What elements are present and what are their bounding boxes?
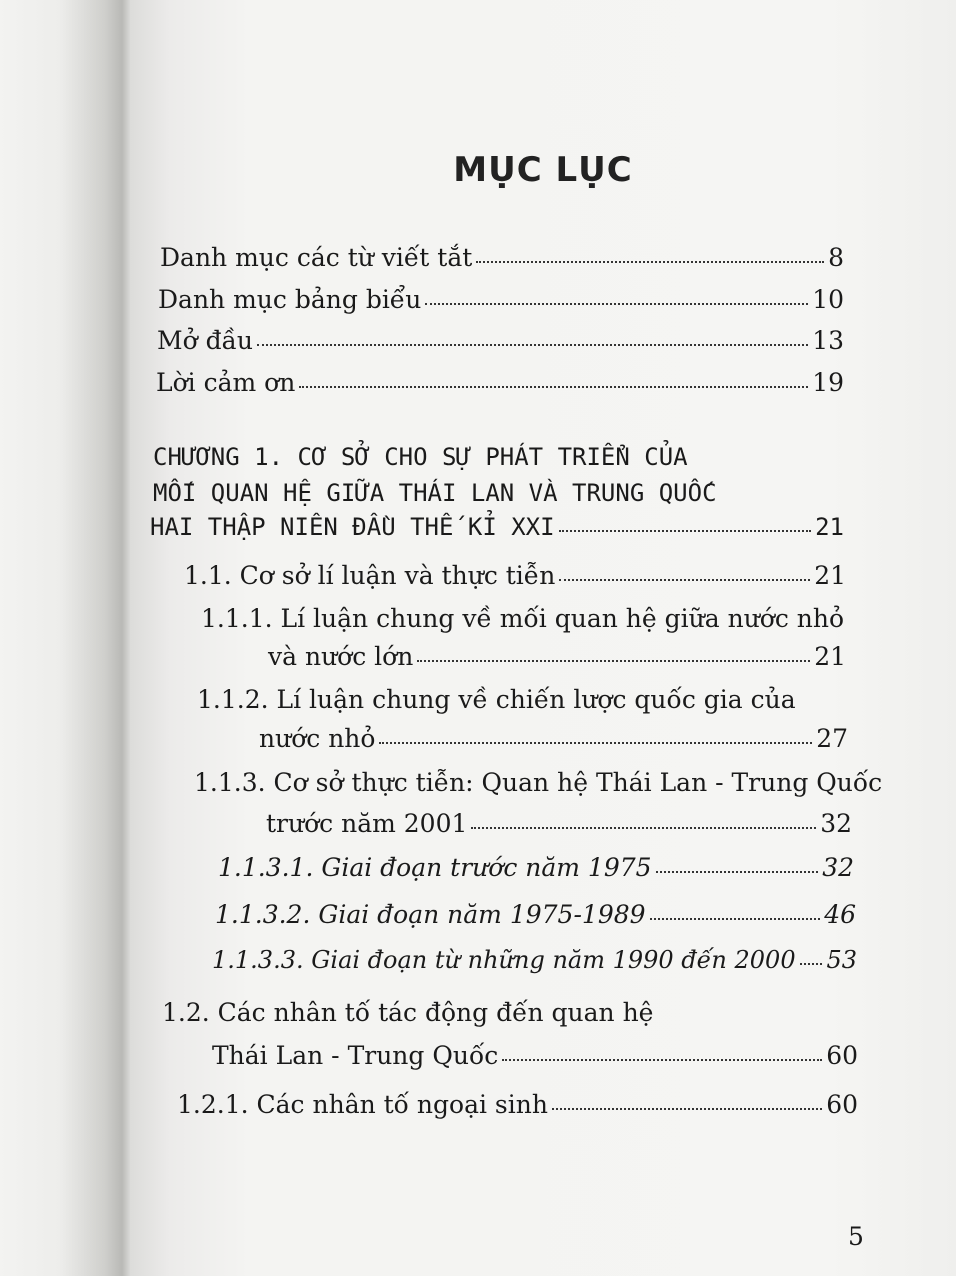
leader-dots xyxy=(417,660,810,662)
toc-entry-1-1-1 xyxy=(268,642,846,671)
toc-entry-chapter-1 xyxy=(150,513,844,541)
toc-page-number: 60 xyxy=(826,1090,858,1119)
chapter-1-title-line-1: CHƯƠNG 1. CƠ SỞ CHO SỰ PHÁT TRIỂN CỦA xyxy=(153,443,688,471)
leader-dots xyxy=(257,344,808,346)
toc-entry-label: nước nhỏ xyxy=(259,724,376,753)
page-title: MỤC LỤC xyxy=(453,150,633,190)
toc-page-number: 21 xyxy=(815,513,844,541)
toc-entry-label: Danh mục các từ viết tắt xyxy=(160,243,473,272)
toc-entry-1-2 xyxy=(212,1041,858,1070)
toc-page-number: 53 xyxy=(826,946,857,974)
toc-entry-1-1-2 xyxy=(259,724,848,753)
toc-entry-tables xyxy=(158,285,844,314)
toc-page-number: 21 xyxy=(814,642,846,671)
leader-dots xyxy=(559,579,810,581)
toc-entry-label: 1.1.3.2. Giai đoạn năm 1975-1989 xyxy=(215,900,646,929)
leader-dots xyxy=(476,261,824,263)
toc-page-number: 32 xyxy=(822,853,854,882)
toc-entry-label: Danh mục bảng biểu xyxy=(158,285,422,314)
page-number: 5 xyxy=(848,1222,864,1251)
leader-dots xyxy=(471,827,816,829)
leader-dots xyxy=(425,303,808,305)
leader-dots xyxy=(800,963,823,965)
toc-entry-1-1-1-line-1: 1.1.1. Lí luận chung về mối quan hệ giữa nước nhỏ xyxy=(201,604,845,633)
chapter-1-title-line-2: MỐI QUAN HỆ GIỮA THÁI LAN VÀ TRUNG QUỐC xyxy=(153,479,717,507)
toc-entry-label: 1.1.3.3. Giai đoạn từ những năm 1990 đến 2000 xyxy=(212,946,796,974)
leader-dots xyxy=(502,1059,822,1061)
leader-dots xyxy=(552,1108,822,1110)
toc-entry-1-1 xyxy=(184,561,846,590)
toc-entry-label: và nước lớn xyxy=(268,642,414,671)
toc-entry-label: 1.1.3.1. Giai đoạn trước năm 1975 xyxy=(218,853,652,882)
leader-dots xyxy=(559,530,812,532)
toc-entry-1-1-3-2 xyxy=(215,900,856,929)
leader-dots xyxy=(656,871,819,873)
toc-entry-label: 1.1. Cơ sở lí luận và thực tiễn xyxy=(184,561,556,590)
book-page xyxy=(130,0,956,1276)
leader-dots xyxy=(650,918,821,920)
chapter-1-title-line-3: HAI THẬP NIÊN ĐẦU THẾ KỈ XXI xyxy=(150,513,555,541)
toc-entry-1-1-3-3 xyxy=(212,946,857,974)
toc-entry-label: Thái Lan - Trung Quốc xyxy=(212,1041,499,1070)
toc-page-number: 21 xyxy=(814,561,846,590)
toc-entry-1-1-3-1 xyxy=(218,853,854,882)
toc-entry-label: 1.2.1. Các nhân tố ngoại sinh xyxy=(177,1090,548,1119)
toc-page-number: 13 xyxy=(812,326,844,355)
toc-entry-1-2-1 xyxy=(177,1090,858,1119)
toc-entry-label: trước năm 2001 xyxy=(266,809,468,838)
toc-entry-label: Mở đầu xyxy=(157,326,254,355)
toc-page-number: 27 xyxy=(816,724,848,753)
leader-dots xyxy=(299,386,808,388)
toc-entry-label: Lời cảm ơn xyxy=(156,368,296,397)
toc-entry-abbreviations xyxy=(160,243,844,272)
book-spine-shadow xyxy=(0,0,130,1276)
toc-entry-introduction xyxy=(157,326,844,355)
toc-page-number: 32 xyxy=(820,809,852,838)
leader-dots xyxy=(379,742,812,744)
toc-page-number: 10 xyxy=(812,285,844,314)
toc-entry-1-2-line-1: 1.2. Các nhân tố tác động đến quan hệ xyxy=(162,998,654,1027)
toc-entry-1-1-3-line-1: 1.1.3. Cơ sở thực tiễn: Quan hệ Thái Lan - Trung Quốc xyxy=(194,768,883,797)
toc-entry-1-1-2-line-1: 1.1.2. Lí luận chung về chiến lược quốc gia của xyxy=(197,685,796,714)
toc-entry-1-1-3 xyxy=(266,809,852,838)
toc-page-number: 46 xyxy=(824,900,856,929)
toc-page-number: 60 xyxy=(826,1041,858,1070)
toc-page-number: 19 xyxy=(812,368,844,397)
toc-page-number: 8 xyxy=(828,243,844,272)
toc-entry-acknowledgements xyxy=(156,368,844,397)
